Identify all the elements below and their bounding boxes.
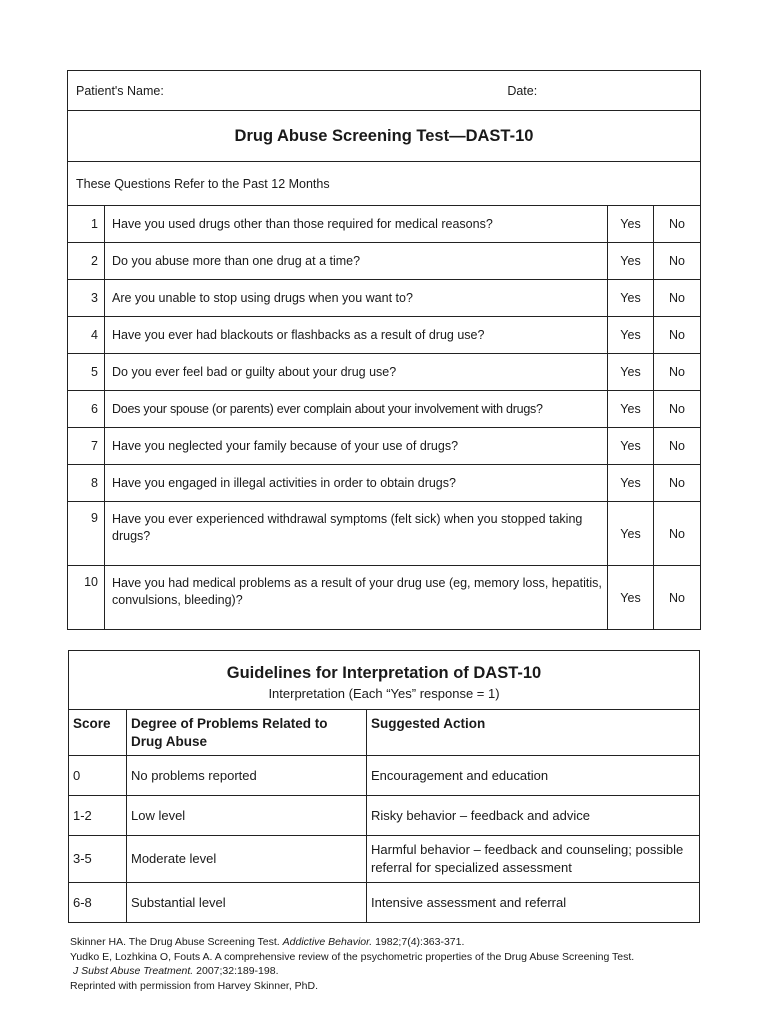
question-number: 7: [68, 428, 105, 465]
yes-option[interactable]: Yes: [608, 502, 654, 566]
no-option[interactable]: No: [654, 465, 701, 502]
question-text: Have you ever had blackouts or flashbacks as a result of drug use?: [105, 317, 608, 354]
degree-cell: Low level: [127, 796, 367, 836]
interpretation-title: Guidelines for Interpretation of DAST-10: [226, 663, 542, 682]
question-number: 9: [68, 502, 105, 566]
no-option[interactable]: No: [654, 354, 701, 391]
score-header: Score: [69, 710, 127, 756]
citation-journal: Addictive Behavior.: [282, 936, 373, 948]
no-option[interactable]: No: [654, 391, 701, 428]
question-number: 5: [68, 354, 105, 391]
question-row: [68, 391, 701, 428]
degree-header: Degree of Problems Related to Drug Abuse: [127, 710, 367, 756]
question-text: Have you neglected your family because of your use of drugs?: [105, 428, 608, 465]
citation-ref: 1982;7(4):363-371.: [375, 936, 465, 948]
question-row: [68, 243, 701, 280]
question-text: Have you had medical problems as a result of your drug use (eg, memory loss, hepatitis, convulsions, bleeding)?: [105, 566, 608, 630]
patient-name-label: Patient's Name:: [76, 83, 164, 98]
interpretation-header: [69, 651, 700, 710]
question-number: 6: [68, 391, 105, 428]
citations: [70, 935, 710, 993]
degree-cell: Substantial level: [127, 883, 367, 923]
yes-option[interactable]: Yes: [608, 391, 654, 428]
question-text: Have you ever experienced withdrawal symptoms (felt sick) when you stopped taking drugs?: [105, 502, 608, 566]
form-title-row: [68, 111, 701, 162]
date-label: Date:: [507, 83, 538, 98]
degree-cell: Moderate level: [127, 836, 367, 883]
question-number: 4: [68, 317, 105, 354]
yes-option[interactable]: Yes: [608, 354, 654, 391]
question-row: [68, 502, 701, 566]
yes-option[interactable]: Yes: [608, 243, 654, 280]
yes-option[interactable]: Yes: [608, 465, 654, 502]
citation-yudko-journal-line: [70, 964, 710, 979]
citation-text: Skinner HA. The Drug Abuse Screening Test.: [70, 936, 280, 948]
yes-option[interactable]: Yes: [608, 428, 654, 465]
degree-cell: No problems reported: [127, 756, 367, 796]
question-row: [68, 428, 701, 465]
question-number: 3: [68, 280, 105, 317]
question-row: [68, 465, 701, 502]
column-header-row: [69, 710, 700, 756]
table-row: [69, 796, 700, 836]
yes-option[interactable]: Yes: [608, 317, 654, 354]
citation-yudko: [70, 950, 710, 965]
citation-text: Yudko E, Lozhkina O, Fouts A. A comprehensive review of the psychometric properties of the Drug Abuse Screening Test.: [70, 950, 635, 963]
question-text: Are you unable to stop using drugs when you want to?: [105, 280, 608, 317]
no-option[interactable]: No: [654, 566, 701, 630]
table-row: [69, 883, 700, 923]
citation-ref: 2007;32:189-198.: [196, 965, 279, 977]
score-cell: 1-2: [69, 796, 127, 836]
question-number: 2: [68, 243, 105, 280]
question-number: 8: [68, 465, 105, 502]
no-option[interactable]: No: [654, 206, 701, 243]
patient-info-row: [68, 71, 701, 111]
question-text: Do you abuse more than one drug at a time?: [105, 243, 608, 280]
action-cell: Intensive assessment and referral: [367, 883, 700, 923]
question-row: [68, 206, 701, 243]
no-option[interactable]: No: [654, 428, 701, 465]
question-text: Do you ever feel bad or guilty about your drug use?: [105, 354, 608, 391]
interpretation-header-row: [69, 651, 700, 710]
score-cell: 0: [69, 756, 127, 796]
question-text: Have you used drugs other than those required for medical reasons?: [105, 206, 608, 243]
question-row: [68, 354, 701, 391]
table-row: [69, 836, 700, 883]
question-text: Does your spouse (or parents) ever complain about your involvement with drugs?: [105, 391, 608, 428]
action-cell: Harmful behavior – feedback and counseling; possible referral for specialized assessment: [367, 836, 700, 883]
question-row: [68, 566, 701, 630]
interpretation-subtitle: Interpretation (Each “Yes” response = 1): [268, 685, 500, 701]
permission-note: Reprinted with permission from Harvey Skinner, PhD.: [70, 979, 319, 992]
action-cell: Encouragement and education: [367, 756, 700, 796]
interpretation-table: [68, 650, 700, 923]
dast10-form: [67, 70, 701, 630]
form-title: Drug Abuse Screening Test—DAST-10: [68, 111, 701, 162]
question-number: 10: [68, 566, 105, 630]
citation-skinner: [70, 935, 710, 950]
score-cell: 6-8: [69, 883, 127, 923]
citation-journal: J Subst Abuse Treatment.: [73, 965, 194, 977]
question-text: Have you engaged in illegal activities in order to obtain drugs?: [105, 465, 608, 502]
form-intro: These Questions Refer to the Past 12 Months: [68, 162, 701, 206]
no-option[interactable]: No: [654, 243, 701, 280]
form-intro-row: [68, 162, 701, 206]
yes-option[interactable]: Yes: [608, 280, 654, 317]
patient-info-cell: [68, 71, 701, 111]
question-row: [68, 280, 701, 317]
question-row: [68, 317, 701, 354]
score-cell: 3-5: [69, 836, 127, 883]
question-number: 1: [68, 206, 105, 243]
yes-option[interactable]: Yes: [608, 566, 654, 630]
table-row: [69, 756, 700, 796]
yes-option[interactable]: Yes: [608, 206, 654, 243]
no-option[interactable]: No: [654, 317, 701, 354]
no-option[interactable]: No: [654, 280, 701, 317]
no-option[interactable]: No: [654, 502, 701, 566]
action-header: Suggested Action: [367, 710, 700, 756]
action-cell: Risky behavior – feedback and advice: [367, 796, 700, 836]
